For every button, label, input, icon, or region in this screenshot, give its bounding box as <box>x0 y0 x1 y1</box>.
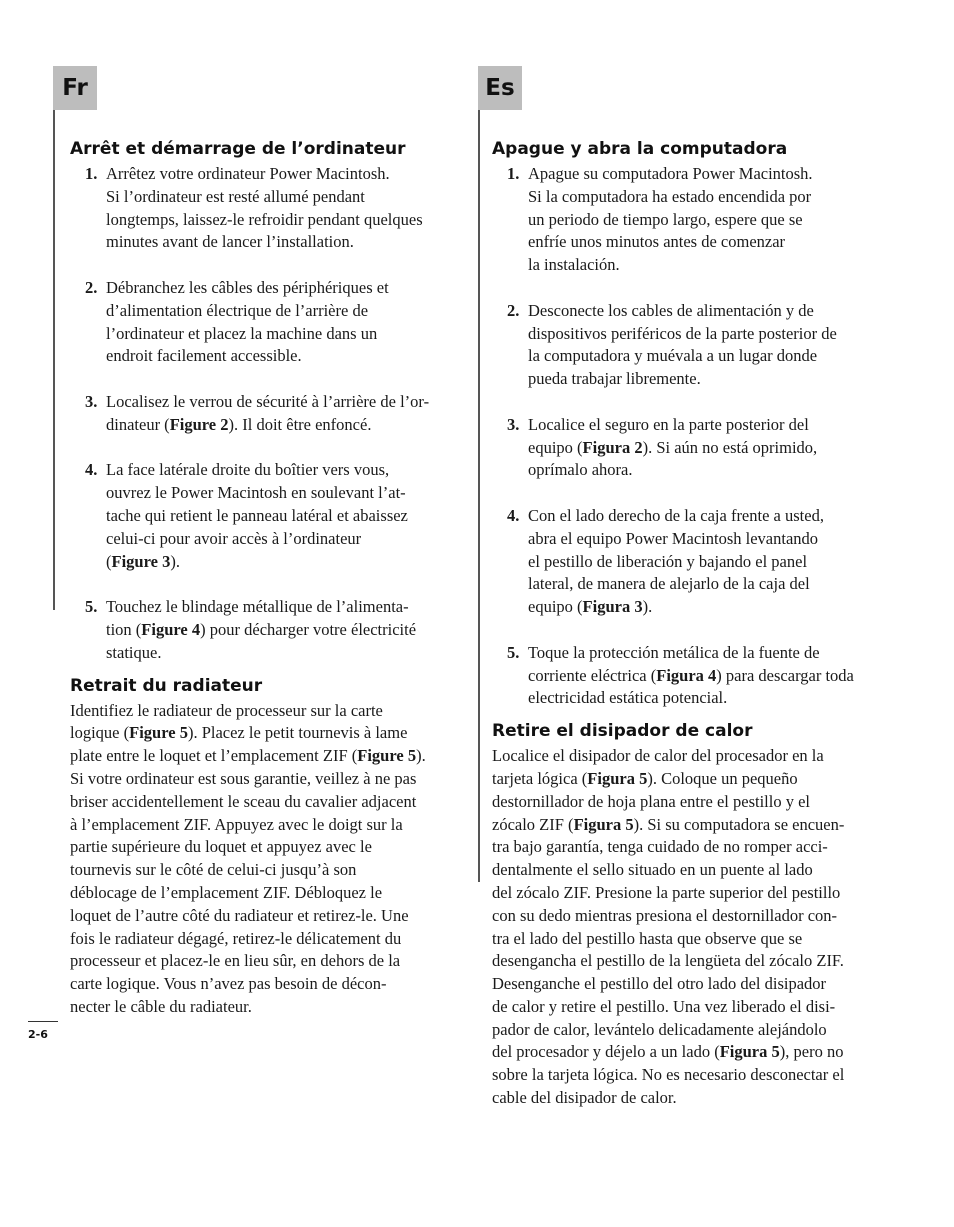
step-text: Con el lado derecho de la caja frente a usted, abra el equipo Power Macintosh levantando el pestillo de liberación y bajando el panel lateral, de manera de alejarlo de la caja del equipo (Figura 3). <box>528 505 824 617</box>
step-text: Débranchez les câbles des périphériques et d’alimentation électrique de l’arrière de l’ordinateur et placez la machine dans un endroit facilement accessible. <box>106 277 389 366</box>
step-item <box>492 163 872 277</box>
step-number: 1. <box>507 164 520 183</box>
steps-list-es <box>492 163 872 710</box>
step-number: 2. <box>85 277 98 297</box>
body-paragraph-es: Localice el disipador de calor del procesador en la tarjeta lógica (Figura 5). Coloque un pequeño destornillador de hoja plana entre el pestillo y el zócalo ZIF (Figura 5). Si su computadora se encuen- tra bajo garantía, tenga cuidado de no romper acci- dentalmente el sello situado en un puente al lado del zócalo ZIF. Presione la parte superior del pestillo con su dedo mientras presiona el destornillador con- tra el lado del pestillo hasta que observe que se desengancha el pestillo de la lengüeta del zócalo ZIF. Desenganche el pestillo del otro lado del disipador de calor y retire el pestillo. Una vez liberado el disi- pador de calor, levántelo delicadamente alejándolo del procesador y déjelo a un lado (Figura 5), pero no sobre la tarjeta lógica. No es necesario desconectar el cable del disipador de calor. <box>492 746 845 1108</box>
step-text: Desconecte los cables de alimentación y de dispositivos periféricos de la parte posterior de la computadora y muévala a un lugar donde pueda trabajar libremente. <box>528 300 837 389</box>
step-text: Toque la protección metálica de la fuente de corriente eléctrica (Figura 4) para descargar toda electricidad estática potencial. <box>528 642 854 708</box>
section-heading-fr-1: Arrêt et démarrage de l’ordinateur <box>70 139 406 159</box>
step-number: 3. <box>507 414 520 434</box>
step-number: 1. <box>85 164 98 183</box>
page-number: 2-6 <box>28 1021 58 1041</box>
spanish-column <box>492 138 872 1110</box>
step-item <box>70 277 450 368</box>
step-number: 3. <box>85 391 98 411</box>
step-item <box>492 300 872 391</box>
step-text: Touchez le blindage métallique de l’alimenta- tion (Figure 4) pour décharger votre électricité statique. <box>106 597 417 662</box>
step-text: Arrêtez votre ordinateur Power Macintosh. Si l’ordinateur est resté allumé pendant longtemps, laissez-le refroidir pendant quelques minutes avant de lancer l’installation. <box>106 164 423 252</box>
step-text: Localisez le verrou de sécurité à l’arrière de l’or- dinateur (Figure 2). Il doit être enfoncé. <box>106 391 430 434</box>
step-number: 5. <box>85 597 98 617</box>
step-number: 4. <box>85 460 98 480</box>
step-item <box>492 642 872 710</box>
step-text: La face latérale droite du boîtier vers vous, ouvrez le Power Macintosh en soulevant l’at- tache qui retient le panneau latéral et abaissez celui-ci pour avoir accès à l’ordinateur (Figure 3). <box>106 460 408 571</box>
step-item <box>70 459 450 573</box>
column-rule-fr <box>53 110 55 610</box>
section-heading-es-1: Apague y abra la computadora <box>492 139 788 159</box>
step-number: 4. <box>507 505 520 525</box>
step-item <box>492 414 872 482</box>
section-heading-es-2: Retire el disipador de calor <box>492 721 753 742</box>
step-number: 2. <box>507 300 520 320</box>
section-heading-fr-2: Retrait du radiateur <box>70 675 263 696</box>
step-item <box>70 163 450 254</box>
column-rule-es <box>478 110 480 882</box>
body-paragraph-fr: Identifiez le radiateur de processeur sur la carte logique (Figure 5). Placez le petit tournevis à lame plate entre le loquet et l’emplacement ZIF (Figure 5). Si votre ordinateur est sous garantie, veillez à ne pas briser accidentellement le sceau du cavalier adjacent à l’emplacement ZIF. Appuyez avec le doigt sur la partie supérieure du loquet et appuyez avec le tournevis sur le côté de celui-ci jusqu’à son déblocage de l’emplacement ZIF. Débloquez le loquet de l’autre côté du radiateur et retirez-le. Une fois le radiateur dégagé, retirez-le délicatement du processeur et placez-le en lieu sûr, en dehors de la carte logique. Vous n’avez pas besoin de décon- necter le câble du radiateur. <box>70 700 426 1016</box>
step-number: 5. <box>507 642 520 662</box>
step-item <box>492 505 872 619</box>
step-text: Localice el seguro en la parte posterior del equipo (Figura 2). Si aún no está oprimido, oprímalo ahora. <box>528 414 818 480</box>
step-item <box>70 391 450 437</box>
language-tab-fr: Fr <box>53 66 97 110</box>
language-tab-es: Es <box>478 66 522 110</box>
step-text: Apague su computadora Power Macintosh. Si la computadora ha estado encendida por un periodo de tiempo largo, espere que se enfríe unos minutos antes de comenzar la instalación. <box>528 164 813 275</box>
steps-list-fr <box>70 163 450 665</box>
step-item <box>70 596 450 664</box>
french-column <box>70 138 450 1019</box>
